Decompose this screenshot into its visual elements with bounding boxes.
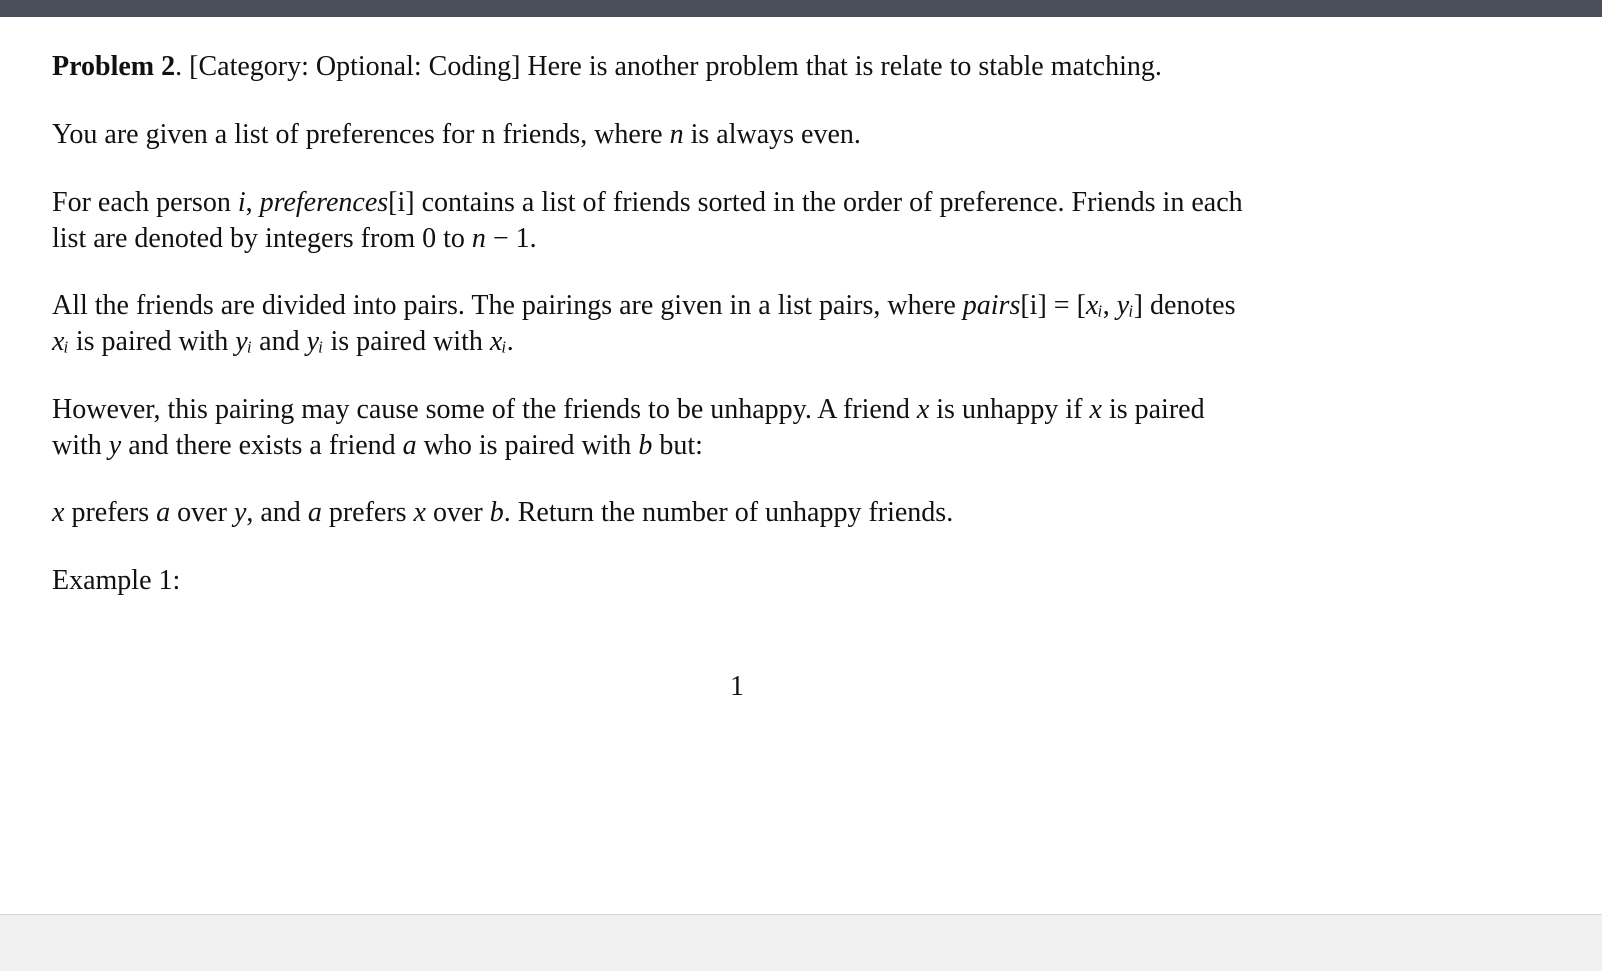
math-x: x	[1089, 394, 1102, 425]
text-span: . Return the number of unhappy friends.	[503, 497, 954, 528]
text-span: However, this pairing may cause some of the friends to be unhappy. A friend	[52, 394, 917, 425]
paragraph-unhappy-definition	[52, 392, 1456, 464]
text-span: is paired	[1101, 394, 1205, 425]
text-span: prefers	[64, 497, 157, 528]
text-span: over	[425, 497, 490, 528]
math-a: a	[402, 430, 417, 461]
paragraph-line	[52, 428, 1456, 464]
example-label: Example 1:	[52, 565, 181, 596]
math-y-i: yᵢ	[306, 326, 324, 357]
math-x: x	[916, 394, 930, 425]
math-x-i: xᵢ	[489, 326, 507, 357]
text-span: is unhappy if	[929, 394, 1090, 425]
text-span: You are given a list of preferences for n friends, where	[52, 119, 670, 150]
text-span: but:	[652, 430, 703, 461]
math-preferences: preferences	[259, 187, 389, 218]
math-equals: = [	[1046, 290, 1086, 321]
viewer-top-bar	[0, 0, 1602, 17]
math-a: a	[156, 497, 171, 528]
document-page	[0, 17, 1602, 914]
paragraph-line	[52, 185, 1456, 221]
text-span: with	[52, 430, 109, 461]
math-b: b	[489, 497, 504, 528]
text-span: and there exists a friend	[121, 430, 403, 461]
text-span: is paired with	[323, 326, 490, 357]
math-y: y	[108, 430, 122, 461]
math-x-i: xᵢ	[1085, 290, 1103, 321]
math-b: b	[638, 430, 653, 461]
paragraph-unhappy-condition	[52, 495, 1456, 531]
text-span: prefers	[321, 497, 414, 528]
paragraph-line	[52, 221, 1456, 257]
math-x: x	[413, 497, 426, 528]
text-span: ]	[1133, 290, 1143, 321]
text-span: is paired with	[68, 326, 236, 357]
math-x: x	[52, 497, 65, 528]
math-pairs: pairs	[962, 290, 1021, 321]
math-y: y	[233, 497, 247, 528]
page-number: 1	[730, 671, 744, 702]
paragraph-line	[52, 392, 1456, 428]
math-i: i	[237, 187, 246, 218]
math-a: a	[307, 497, 322, 528]
math-y-i: yᵢ	[1116, 290, 1134, 321]
problem-label-period: .	[175, 51, 183, 82]
text-span: ,	[1102, 290, 1117, 321]
math-n: n	[669, 119, 684, 150]
text-span: who is paired with	[416, 430, 639, 461]
text-span: .	[506, 326, 514, 357]
paragraph-line	[52, 288, 1456, 324]
math-n: n	[471, 223, 486, 254]
paragraph-preferences-intro	[52, 117, 1456, 153]
problem-heading-text: [Category: Optional: Coding] Here is another problem that is relate to stable matching.	[182, 51, 1162, 82]
math-y-i: yᵢ	[235, 326, 253, 357]
text-span: over	[170, 497, 234, 528]
problem-heading	[52, 49, 1456, 85]
text-span: contains a list of friends sorted in the order of preference. Friends in each	[414, 187, 1243, 218]
text-span: is always even.	[683, 119, 861, 150]
text-span: , and	[246, 497, 308, 528]
viewer-bottom-area	[0, 914, 1602, 971]
math-index: [i]	[1020, 290, 1047, 321]
text-span: denotes	[1142, 290, 1236, 321]
text-span: − 1.	[485, 223, 537, 254]
text-span: list are denoted by integers from 0 to	[52, 223, 472, 254]
paragraph-line	[52, 324, 1456, 360]
text-span: For each person	[52, 187, 238, 218]
paragraph-preferences-definition	[52, 185, 1456, 257]
problem-label: Problem 2	[52, 51, 176, 82]
paragraph-pairs-definition	[52, 288, 1456, 360]
text-span: and	[252, 326, 307, 357]
text-span: ,	[245, 187, 260, 218]
math-index: [i]	[388, 187, 415, 218]
text-span: All the friends are divided into pairs. The pairings are given in a list pairs, where	[52, 290, 963, 321]
math-x-i: xᵢ	[52, 326, 69, 357]
